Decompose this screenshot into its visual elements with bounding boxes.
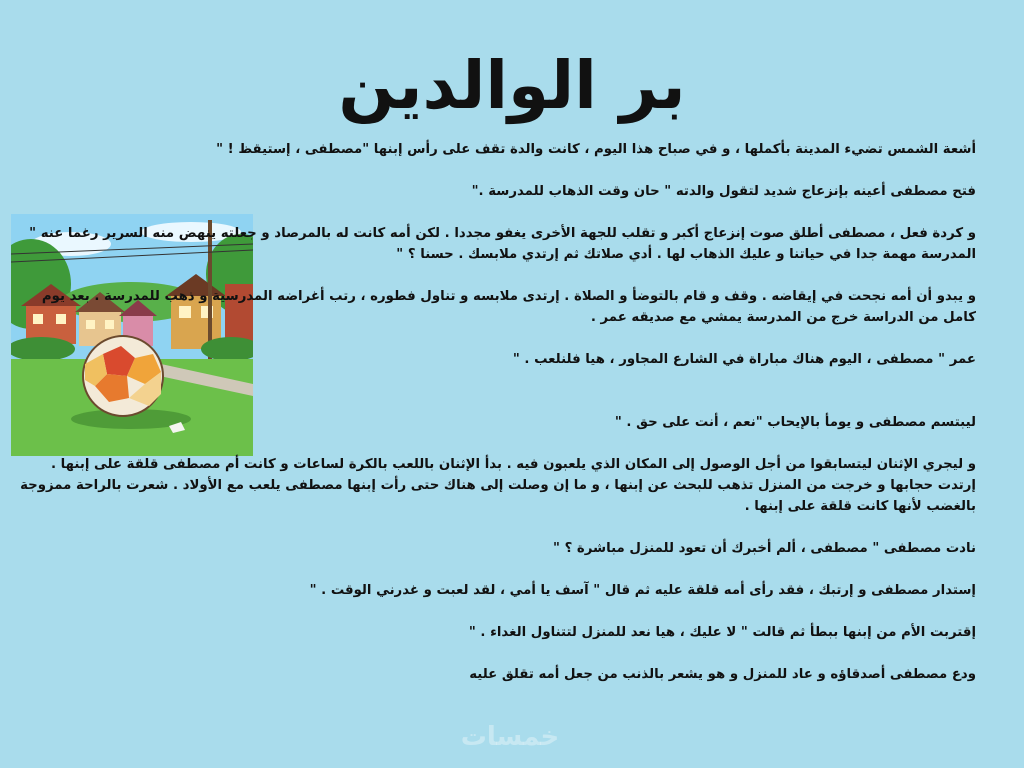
story-paragraph: و يبدو أن أمه نجحت في إيقاضه . وقف و قام بالتوضأ و الصلاة . إرتدى ملابسه و تناول فطوره ، رتب أغراضه المدرسية و ذهب للمدرسة . بعد يوم كامل من الدراسة خرج من المدرسة يمشي مع صديقه عمر .	[41, 289, 976, 325]
page-title: بر الوالدين	[338, 47, 686, 124]
watermark-logo: خمسات	[460, 722, 560, 752]
story-paragraph: إستدار مصطفى و إرتبك ، فقد رأى أمه قلقة عليه ثم قال " آسف يا أمي ، لقد لعبت و غدرني الوقت . "	[309, 583, 976, 598]
story-paragraph: إقتربت الأم من إبنها ببطأ ثم قالت " لا عليك ، هيا نعد للمنزل لتتناول الغداء . "	[468, 625, 976, 640]
story-paragraph: نادت مصطفى " مصطفى ، ألم أخبرك أن تعود للمنزل مباشرة ؟ "	[553, 541, 976, 556]
story-paragraph: أشعة الشمس تضيء المدينة بأكملها ، و في صباح هذا اليوم ، كانت والدة تقف على رأس إبنها "مصطفى ، إستيقظ ! "	[216, 142, 976, 157]
story-paragraph: عمر " مصطفى ، اليوم هناك مباراة في الشارع المجاور ، هيا فلنلعب . "	[512, 352, 976, 367]
story-paragraph: ودع مصطفى أصدقاؤه و عاد للمنزل و هو يشعر بالذنب من جعل أمه تقلق عليه	[469, 667, 976, 682]
story-paragraph: و ليجري الإثنان ليتسابقوا من أجل الوصول إلى المكان الذي يلعبون فيه . بدأ الإثنان باللعب بالكرة لساعات و كانت أم مصطفى قلقة على إبنها . إرتدت حجابها و خرجت من المنزل تذهب للبحث عن إبنها ، و ما إن وصلت إلى هناك حتى رأت إبنها مصطفى يلعب مع الأولاد . شعرت بالراحة ممزوجة بالغضب لأنها كانت قلقة على إبنها .	[20, 457, 976, 514]
story-text	[16, 139, 976, 706]
story-paragraph: فتح مصطفى أعينه بإنزعاج شديد لتقول والدته " حان وقت الذهاب للمدرسة ."	[471, 184, 976, 199]
story-paragraph: و كردة فعل ، مصطفى أطلق صوت إنزعاج أكبر و تقلب للجهة الأخرى يغفو مجددا . لكن أمه كانت له بالمرصاد و جعلته ينهض منه السرير رغما عنه " المدرسة مهمة جدا في حياتنا و عليك الذهاب لها . أدي صلاتك ثم إرتدي ملابسك . حسنا ؟ "	[29, 226, 976, 262]
story-paragraph: ليبتسم مصطفى و يومأ بالإيحاب "نعم ، أنت على حق . "	[614, 415, 976, 430]
